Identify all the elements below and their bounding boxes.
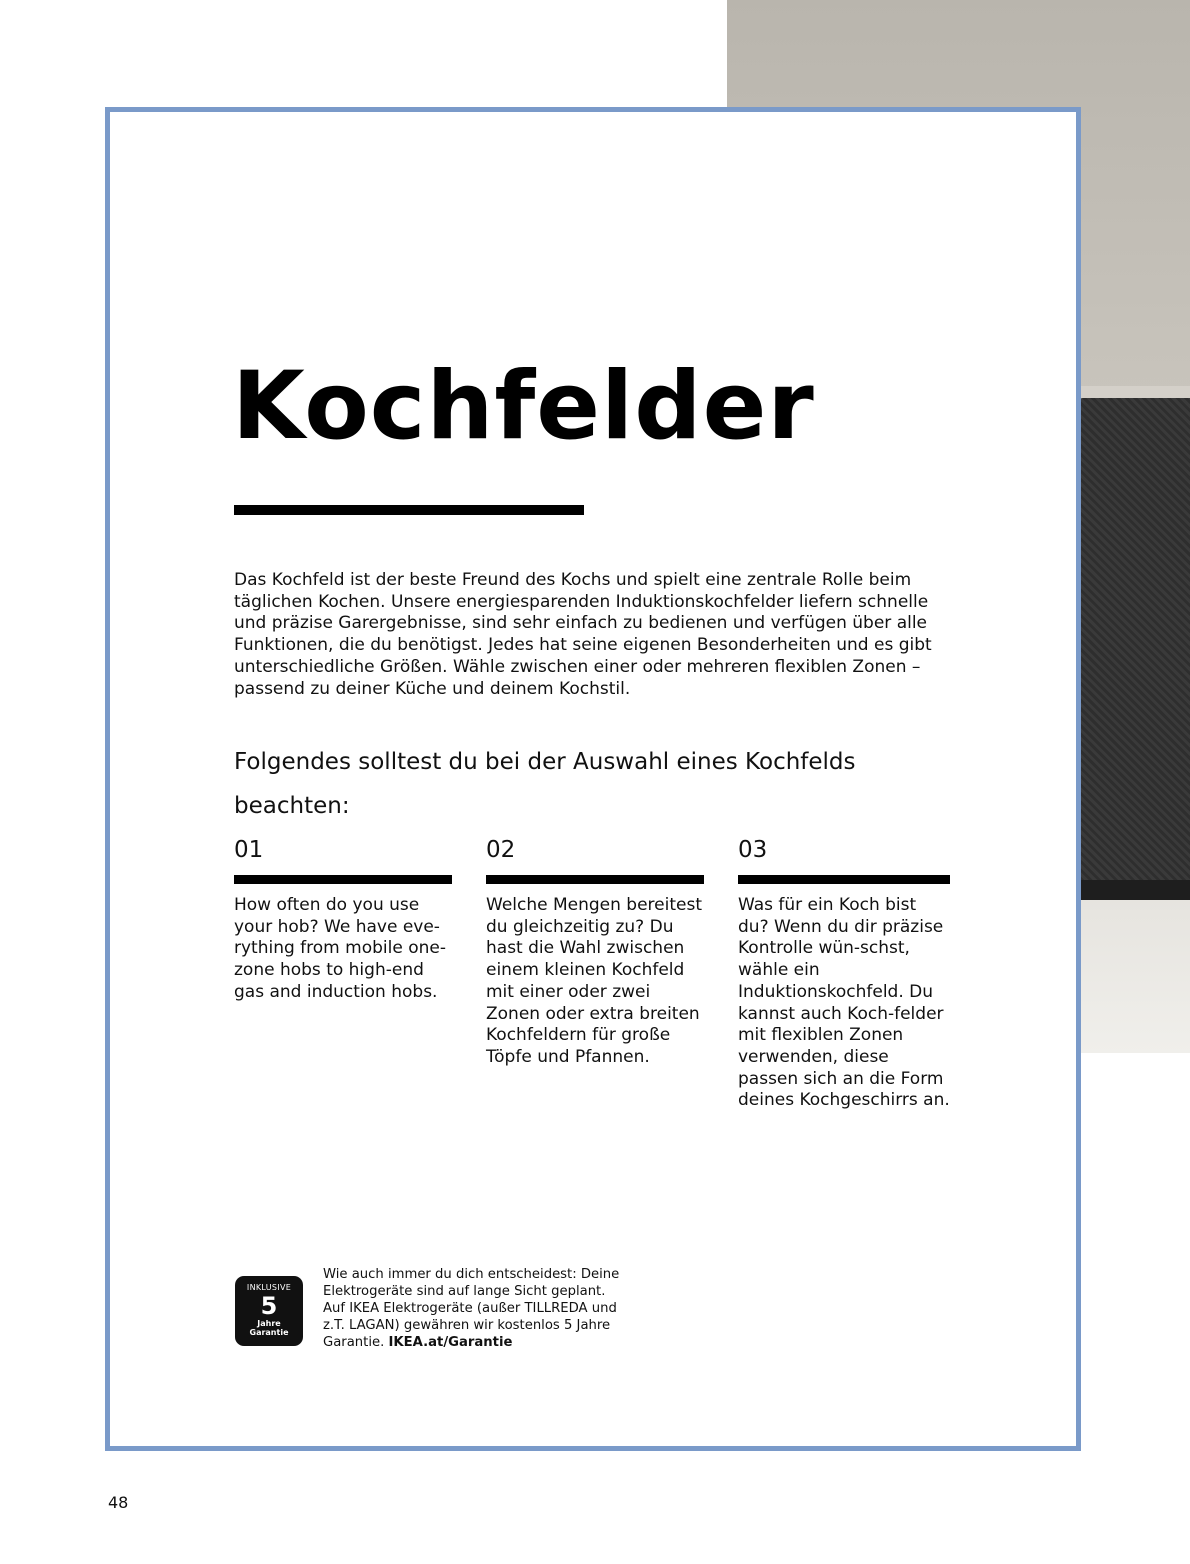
page-number: 48 [108,1493,129,1512]
tip-number: 03 [738,837,768,863]
photo-induction-hob [1077,398,1190,898]
badge-label-top: INKLUSIVE [246,1283,292,1292]
tip-rule [234,875,452,884]
badge-years: 5 [260,1292,278,1320]
tip-rule [738,875,950,884]
checklist-heading: Folgendes solltest du bei der Auswahl eines Kochfelds beachten: [234,749,856,819]
tip-text: How often do you use your hob? We have eve-rything from mobile one-zone hobs to high-end gas and induction hobs. [234,895,446,1002]
title-rule [234,505,584,515]
photo-countertop [1077,900,1190,1053]
page-title: Kochfelder [232,352,815,461]
warranty-badge-icon [235,1276,303,1346]
warranty-note-text: Wie auch immer du dich entscheidest: Deine Elektrogeräte sind auf lange Sicht geplant. Auf IKEA Elektrogeräte (außer TILLREDA und z.T. LAGAN) gewähren wir kostenlos 5 Jahre Garantie. [323,1267,620,1350]
warranty-link[interactable]: IKEA.at/Garantie [388,1335,513,1350]
badge-label-line2: Garantie [249,1328,289,1337]
tip-number: 02 [486,837,516,863]
tip-column-3 [738,834,950,1112]
tip-text: Was für ein Koch bist du? Wenn du dir präzise Kontrolle wün-schst, wähle ein Induktionskochfeld. Du kannst auch Koch-felder mit flexiblen Zonen verwenden, diese passen sich an die Form deines Kochgeschirrs an. [738,895,950,1111]
tip-column-2 [486,834,706,1069]
tip-rule [486,875,704,884]
tip-number: 01 [234,837,264,863]
tip-text: Welche Mengen bereitest du gleichzeitig zu? Du hast die Wahl zwischen einem kleinen Kochfeld mit einer oder zwei Zonen oder extra breiten Kochfeldern für große Töpfe und Pfannen. [486,895,703,1067]
badge-label-line1: Jahre [257,1319,281,1328]
intro-paragraph: Das Kochfeld ist der beste Freund des Kochs und spielt eine zentrale Rolle beim täglichen Kochen. Unsere energiesparenden Induktionskochfelder liefern schnelle und präzise Garergebnisse, sind sehr einfach zu bedienen und verfügen über alle Funktionen, die du benötigst. Jedes hat seine eigenen Besonderheiten und es gibt unterschiedliche Größen. Wähle zwischen einer oder mehreren flexiblen Zonen – passend zu deiner Küche und deinem Kochstil. [234,570,932,699]
photo-wall-edge [1077,386,1190,398]
tip-column-1 [234,834,454,1004]
warranty-note [323,1266,623,1351]
